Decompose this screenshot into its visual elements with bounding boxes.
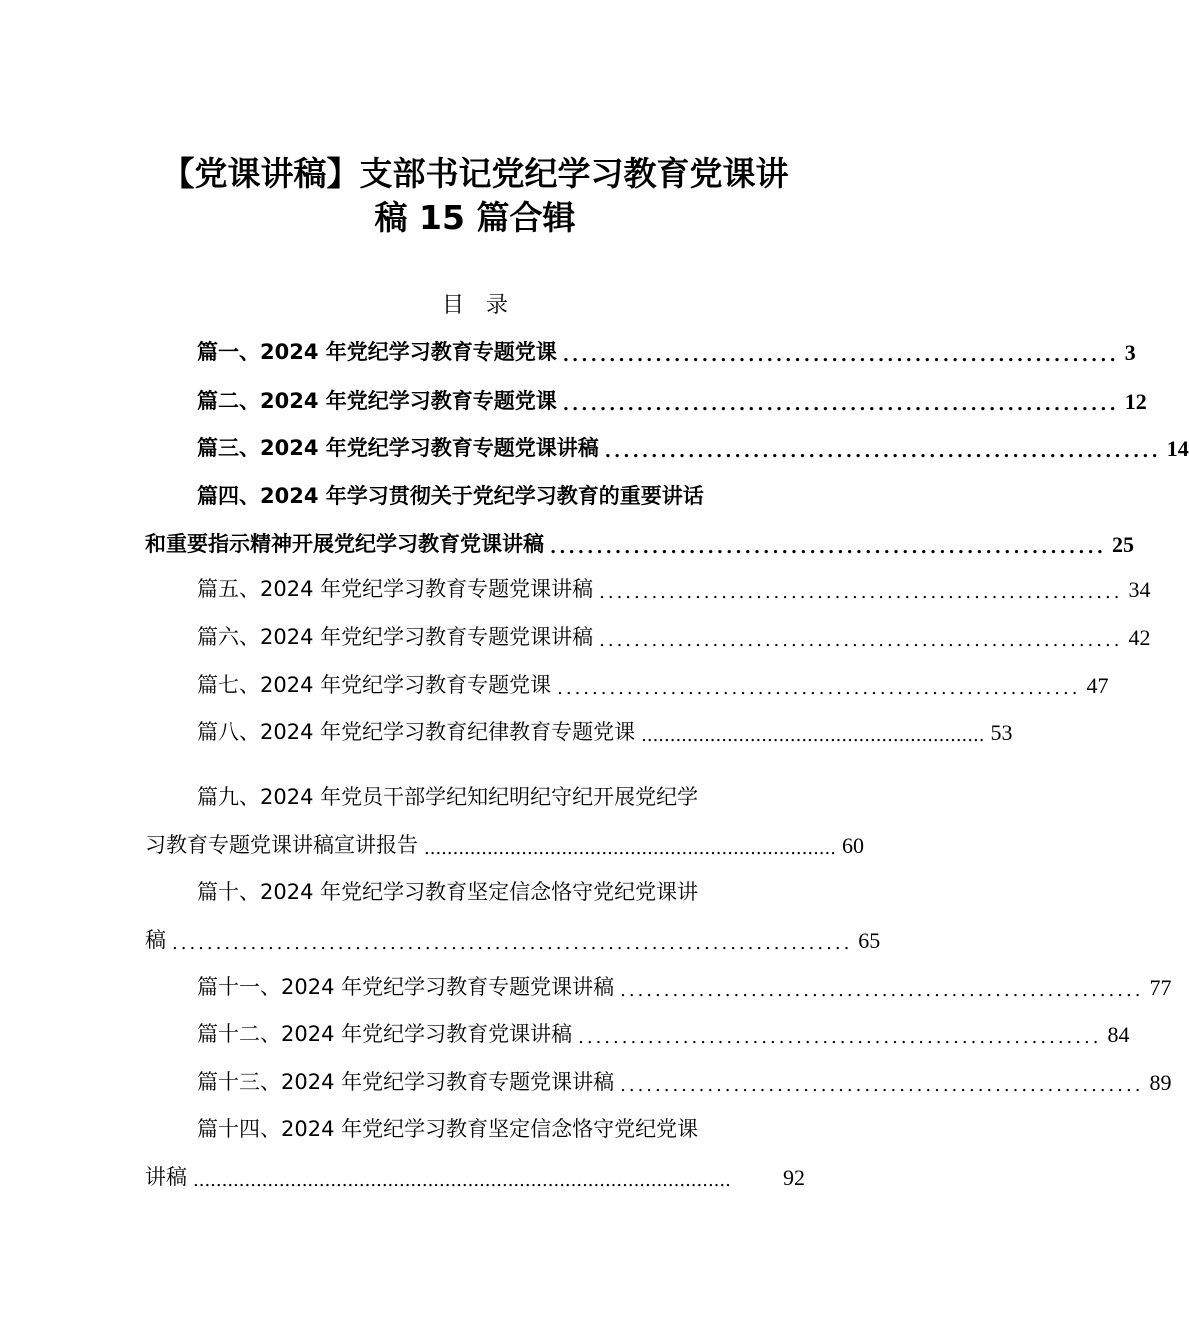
toc-entry-page: 60 <box>841 833 864 858</box>
toc-entry-title: 篇六、2024 年党纪学习教育专题党课讲稿 <box>197 625 594 649</box>
toc-leader-dots: ............................................................ <box>620 1075 1144 1096</box>
toc-leader-dots: ............................................................ <box>578 1027 1102 1048</box>
toc-leader-dots: ............................................................ <box>641 725 985 746</box>
toc-leader-dots: ............................................................ <box>562 394 1119 415</box>
toc-entry-title-continued: 和重要指示精神开展党纪学习教育党课讲稿 <box>145 532 544 556</box>
toc-entry-page: 77 <box>1149 975 1172 1000</box>
toc-leader-dots: ............................................................ <box>604 441 1161 462</box>
toc-entry-page: 65 <box>858 928 881 953</box>
toc-entry-title-continued: 习教育专题党课讲稿宣讲报告 <box>145 833 418 857</box>
toc-entry-page: 25 <box>1112 532 1134 557</box>
toc-entry-page: 42 <box>1128 625 1151 650</box>
toc-entry-title: 篇八、2024 年党纪学习教育纪律教育专题党课 <box>197 720 636 744</box>
toc-entry-page: 14 <box>1166 436 1189 461</box>
toc-leader-dots: .............................................................................................. <box>193 1170 731 1191</box>
toc-entry-page: 53 <box>990 720 1013 745</box>
toc-entry-page: 12 <box>1124 389 1147 414</box>
toc-entry-title: 篇三、2024 年党纪学习教育专题党课讲稿 <box>197 436 599 460</box>
toc-leader-dots: ........................................................................ <box>424 838 836 859</box>
toc-entry-title: 篇十一、2024 年党纪学习教育专题党课讲稿 <box>197 975 615 999</box>
toc-entry-title-continued: 讲稿 <box>145 1165 187 1189</box>
toc-entry-title: 篇四、2024 年学习贯彻关于党纪学习教育的重要讲话 <box>197 484 704 508</box>
toc-leader-dots: ............................................................ <box>550 537 1106 558</box>
toc-entry-title: 篇九、2024 年党员干部学纪知纪明纪守纪开展党纪学 <box>197 785 699 809</box>
document-title-line-2: 稿 15 篇合辑 <box>374 198 576 237</box>
toc-entry-page: 34 <box>1128 577 1151 602</box>
toc-entry-title: 篇一、2024 年党纪学习教育专题党课 <box>197 340 557 364</box>
toc-leader-dots: ............................................................ <box>599 582 1123 603</box>
toc-heading: 目录 <box>441 293 530 318</box>
toc-leader-dots: ............................................................ <box>620 980 1144 1001</box>
toc-entry-title: 篇十、2024 年党纪学习教育坚定信念恪守党纪党课讲 <box>197 880 699 904</box>
toc-entry-page: 89 <box>1149 1070 1172 1095</box>
toc-entry-title: 篇五、2024 年党纪学习教育专题党课讲稿 <box>197 577 594 601</box>
toc-entry-title: 篇十三、2024 年党纪学习教育专题党课讲稿 <box>197 1070 615 1094</box>
toc-leader-dots: ............................................................ <box>557 678 1081 699</box>
toc-entry-page: 84 <box>1107 1022 1130 1047</box>
toc-entry-title-continued: 稿 <box>145 928 166 952</box>
toc-entry-title: 篇十四、2024 年党纪学习教育坚定信念恪守党纪党课 <box>197 1117 699 1141</box>
toc-leader-dots: .............................................................................. <box>172 933 853 954</box>
toc-entry-title: 篇十二、2024 年党纪学习教育党课讲稿 <box>197 1022 573 1046</box>
toc-leader-dots: ............................................................ <box>599 630 1123 651</box>
toc-entry-page: 3 <box>1124 340 1136 365</box>
toc-entry-title: 篇二、2024 年党纪学习教育专题党课 <box>197 389 557 413</box>
document-title-line-1: 【党课讲稿】支部书记党纪学习教育党课讲 <box>161 154 789 193</box>
toc-entry-page: 47 <box>1086 673 1109 698</box>
toc-leader-dots: ............................................................ <box>562 345 1119 366</box>
toc-entry-title: 篇七、2024 年党纪学习教育专题党课 <box>197 673 552 697</box>
toc-entry-page: 92 <box>783 1165 805 1190</box>
